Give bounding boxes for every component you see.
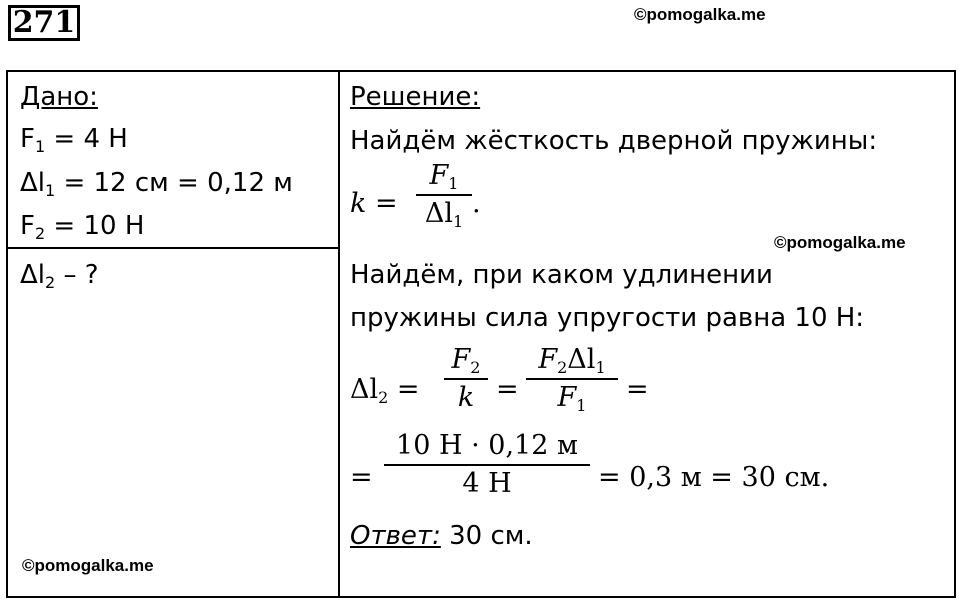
formula-k-lhs: k = xyxy=(350,188,398,219)
formula-k-dot: . xyxy=(472,188,481,219)
solution-line-2: Найдём, при каком удлинении xyxy=(350,260,773,290)
fraction-bar xyxy=(526,378,618,380)
given-heading: Дано: xyxy=(20,82,98,112)
fraction-numeric xyxy=(384,430,590,499)
fraction-f2-k xyxy=(444,344,488,413)
watermark-bottom-left: ©pomogalka.me xyxy=(22,556,154,575)
find-dl2: $\Delta l_2$ – ? xyxy=(20,260,99,292)
fraction-f2dl1-f1-denominator: $F_1$ xyxy=(557,382,587,415)
fraction-k-numerator: $F_1$ xyxy=(429,160,459,193)
answer-line xyxy=(350,521,533,551)
solution-heading: Решение: xyxy=(350,82,481,112)
answer-value: 30 см. xyxy=(440,521,533,551)
formula-eq-2: = xyxy=(496,374,519,405)
fraction-bar xyxy=(444,378,488,380)
formula-eq-4: = xyxy=(350,462,373,493)
fraction-bar xyxy=(384,464,590,466)
fraction-f2dl1-f1-numerator: $F_2\Delta l_1$ xyxy=(538,344,606,377)
formula-dl2-lhs: $\Delta l_2$ = xyxy=(350,374,420,407)
formula-result: = 0,3 м = 30 см. xyxy=(598,462,830,493)
solution-line-3: пружины сила упругости равна 10 Н: xyxy=(350,303,865,333)
solution-line-1: Найдём жёсткость дверной пружины: xyxy=(350,126,878,156)
given-f1: $F_1 = 4$ Н xyxy=(20,124,128,156)
given-dl1: $\Delta l_1 = 12$ см = 0,12 м xyxy=(20,168,293,200)
fraction-f2-k-numerator: $F_2$ xyxy=(451,344,481,377)
column-divider xyxy=(338,72,340,596)
fraction-f2dl1-f1 xyxy=(526,344,618,413)
watermark-top: ©pomogalka.me xyxy=(634,5,766,24)
solution-table xyxy=(6,70,956,598)
fraction-numeric-denominator: 4 Н xyxy=(462,468,512,499)
fraction-numeric-numerator: 10 Н · 0,12 м xyxy=(396,430,578,461)
fraction-f2-k-denominator: k xyxy=(457,382,475,413)
answer-label: Ответ: xyxy=(350,521,441,551)
formula-eq-3: = xyxy=(626,374,649,405)
fraction-bar xyxy=(416,194,472,196)
problem-number: 271 xyxy=(8,5,80,41)
fraction-k xyxy=(416,160,472,229)
given-f2: $F_2 = 10$ Н xyxy=(20,211,145,243)
fraction-k-denominator: $\Delta l_1$ xyxy=(424,198,464,231)
watermark-mid: ©pomogalka.me xyxy=(774,233,906,252)
given-divider xyxy=(8,247,339,249)
